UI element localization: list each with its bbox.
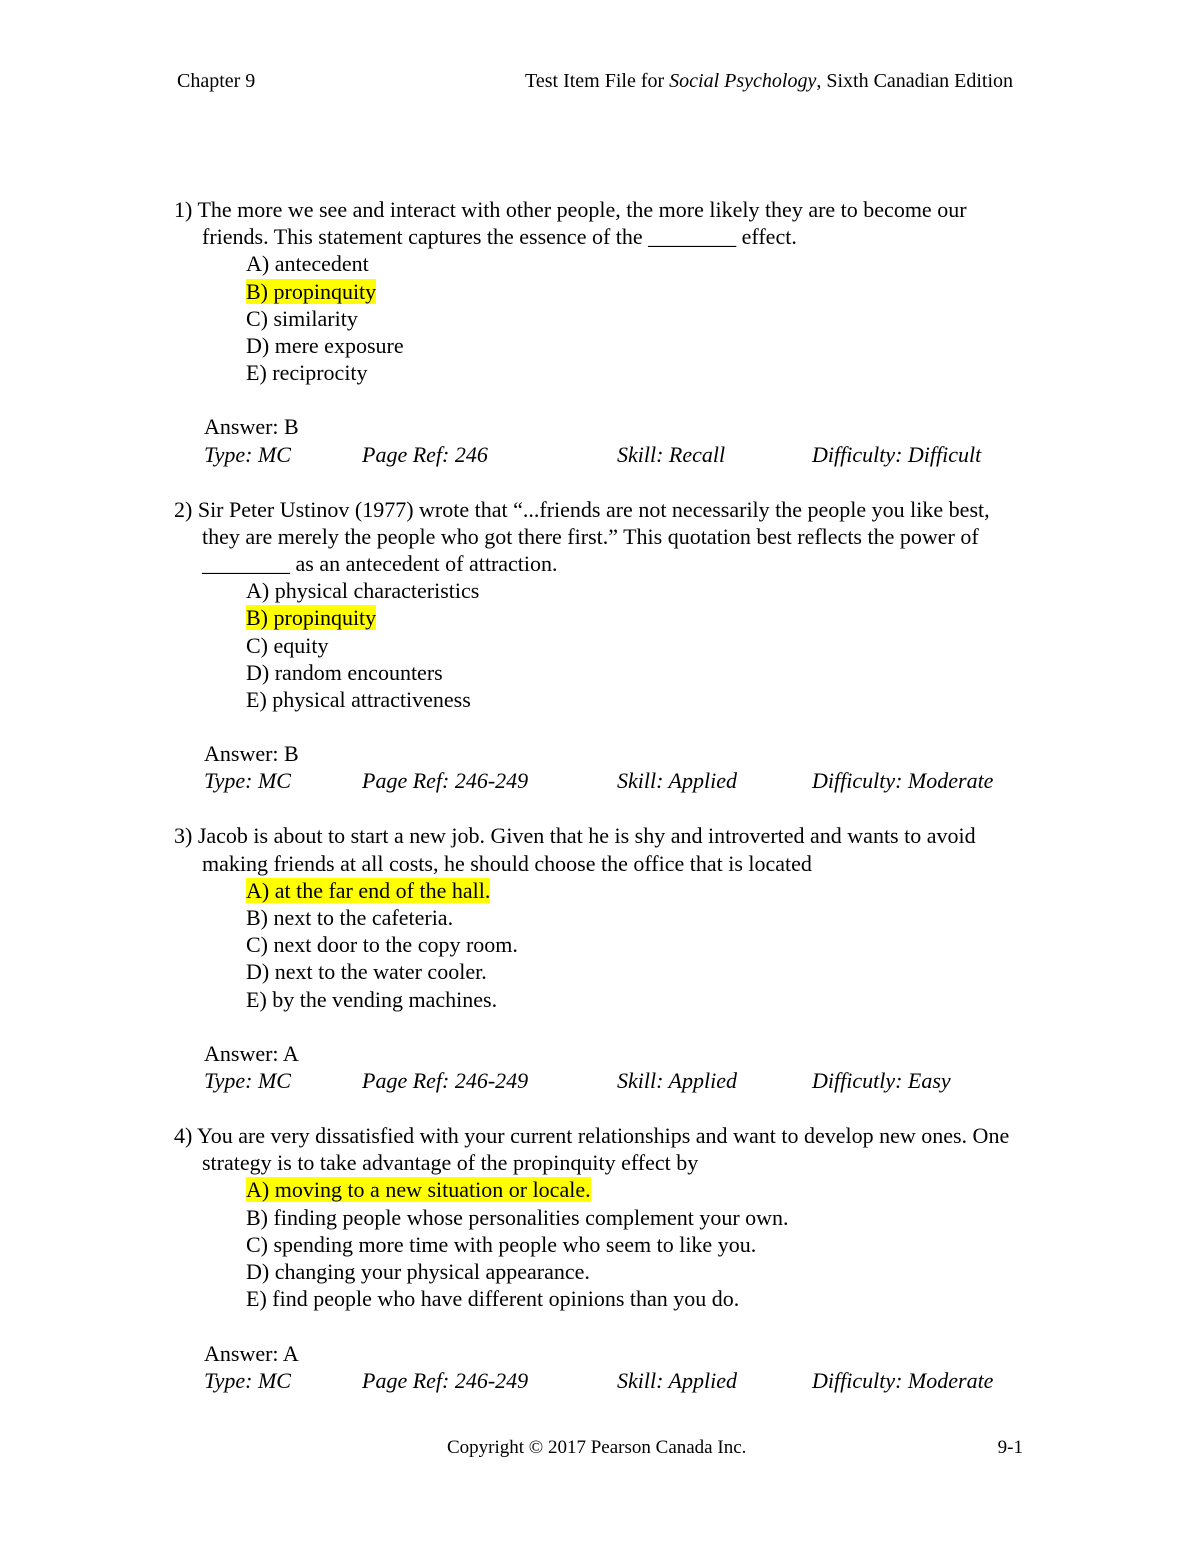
option-c <box>246 1231 1024 1258</box>
option-text-highlighted: B) propinquity <box>246 278 377 304</box>
answer-line: Answer: A <box>204 1040 299 1066</box>
option-c <box>246 305 1024 332</box>
question-list <box>174 196 1024 1395</box>
copyright-notice: Copyright © 2017 Pearson Canada Inc. <box>447 1437 747 1458</box>
question-number: 1) <box>174 197 193 222</box>
question-number: 4) <box>174 1123 193 1149</box>
skill-level: Skill: Applied <box>617 1367 737 1393</box>
option-c <box>246 632 1024 659</box>
page-ref: Page Ref: 246-249 <box>362 768 529 794</box>
answer-line: Answer: B <box>204 741 299 767</box>
option-text: C) equity <box>246 632 329 658</box>
option-text: D) random encounters <box>246 659 443 685</box>
option-b <box>246 904 1024 931</box>
option-e <box>246 359 1024 386</box>
question-text: The more we see and interact with other people, the more likely they are to become our friends. This statement captures the essence of the ________ effect. <box>197 197 967 250</box>
skill-level: Skill: Recall <box>617 441 726 467</box>
question-stem <box>174 1122 1024 1176</box>
chapter-label: Chapter 9 <box>177 70 256 92</box>
option-text-highlighted: B) propinquity <box>246 605 377 631</box>
book-title <box>525 70 1013 93</box>
option-list <box>174 1176 1024 1312</box>
book-title-italic: Social Psychology <box>669 70 817 92</box>
question-stem <box>174 496 1024 578</box>
option-e <box>246 986 1024 1013</box>
option-a <box>246 577 1024 604</box>
option-text-highlighted: A) at the far end of the hall. <box>246 877 491 903</box>
answer-line: Answer: B <box>204 414 299 440</box>
difficulty-level: Difficulty: Difficult <box>812 441 982 467</box>
page-footer <box>177 1437 1023 1463</box>
question-meta <box>174 767 1024 795</box>
question-1 <box>174 196 1024 469</box>
option-c <box>246 931 1024 958</box>
option-a <box>246 250 1024 277</box>
option-text: E) reciprocity <box>246 360 368 386</box>
option-text: C) spending more time with people who seem to like you. <box>246 1231 757 1257</box>
book-title-suffix: , Sixth Canadian Edition <box>816 70 1013 92</box>
question-stem <box>174 822 1024 876</box>
option-a-correct <box>246 877 1024 904</box>
option-list <box>174 250 1024 386</box>
question-number: 2) <box>174 496 193 522</box>
question-type: Type: MC <box>204 441 291 467</box>
option-text: A) antecedent <box>246 251 369 277</box>
option-list <box>174 877 1024 1013</box>
skill-level: Skill: Applied <box>617 768 737 794</box>
question-type: Type: MC <box>204 768 291 794</box>
option-list <box>174 577 1024 713</box>
option-e <box>246 686 1024 713</box>
option-b-correct <box>246 604 1024 631</box>
option-text: D) mere exposure <box>246 333 404 359</box>
question-meta <box>174 441 1024 469</box>
option-text: A) physical characteristics <box>246 578 480 604</box>
question-type: Type: MC <box>204 1068 291 1094</box>
option-text: E) find people who have different opinions than you do. <box>246 1286 740 1312</box>
option-b <box>246 1204 1024 1231</box>
question-meta <box>174 1067 1024 1095</box>
option-b-correct <box>246 278 1024 305</box>
option-text: B) finding people whose personalities complement your own. <box>246 1204 789 1230</box>
option-text: E) physical attractiveness <box>246 687 471 713</box>
question-stem <box>174 196 1024 250</box>
question-3 <box>174 822 1024 1095</box>
option-a-correct <box>246 1176 1024 1203</box>
option-d <box>246 332 1024 359</box>
option-text: C) similarity <box>246 305 358 331</box>
question-type: Type: MC <box>204 1367 291 1393</box>
option-e <box>246 1285 1024 1312</box>
page-header <box>177 70 1013 100</box>
option-d <box>246 1258 1024 1285</box>
difficulty-level: Difficulty: Moderate <box>812 768 994 794</box>
option-text: E) by the vending machines. <box>246 986 498 1012</box>
skill-level: Skill: Applied <box>617 1068 737 1094</box>
question-text: Jacob is about to start a new job. Given that he is shy and introverted and wants to avoid making friends at all costs, he should choose the office that is located <box>197 823 976 876</box>
question-4 <box>174 1122 1024 1395</box>
answer-line: Answer: A <box>204 1340 299 1366</box>
difficulty-level: Difficutly: Easy <box>812 1068 951 1094</box>
question-number: 3) <box>174 823 193 849</box>
option-d <box>246 659 1024 686</box>
page-ref: Page Ref: 246 <box>362 441 488 467</box>
page-ref: Page Ref: 246-249 <box>362 1367 529 1393</box>
option-text: B) next to the cafeteria. <box>246 905 454 931</box>
question-text: Sir Peter Ustinov (1977) wrote that “...friends are not necessarily the people you like best, they are merely the people who got there first.” This quotation best reflects the power of ________ as an antecedent of attraction. <box>197 496 990 577</box>
option-text-highlighted: A) moving to a new situation or locale. <box>246 1177 591 1203</box>
option-text: D) next to the water cooler. <box>246 959 487 985</box>
option-text: C) next door to the copy room. <box>246 932 518 958</box>
option-d <box>246 958 1024 985</box>
option-text: D) changing your physical appearance. <box>246 1259 590 1285</box>
difficulty-level: Difficulty: Moderate <box>812 1367 994 1393</box>
question-meta <box>174 1367 1024 1395</box>
question-text: You are very dissatisfied with your current relationships and want to develop new ones. One strategy is to take advantage of the propinquity effect by <box>197 1123 1010 1176</box>
question-2 <box>174 496 1024 796</box>
page-number: 9-1 <box>997 1437 1023 1458</box>
book-title-prefix: Test Item File for <box>525 70 670 92</box>
page-ref: Page Ref: 246-249 <box>362 1068 529 1094</box>
